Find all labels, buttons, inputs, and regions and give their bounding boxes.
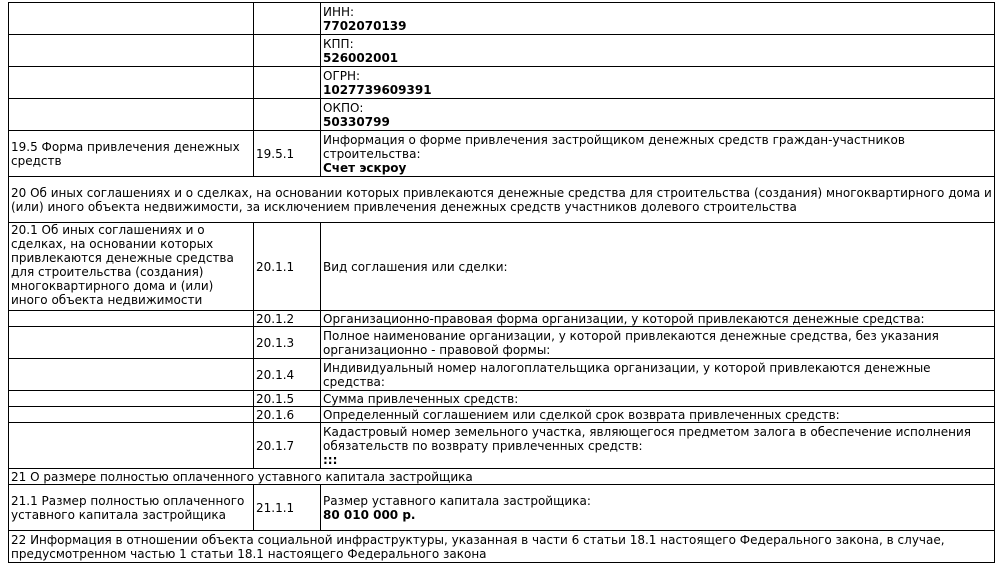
item-code: 20.1.5: [254, 391, 321, 407]
inn-cell: [321, 3, 995, 35]
kpp-cell: [321, 35, 995, 67]
item-label: Кадастровый номер земельного участка, являющегося предметом залога в обеспечение исполнения обязательств по возврату привлеченных средств:: [323, 424, 971, 453]
table-row: [9, 391, 995, 407]
table-row: [9, 311, 995, 327]
item-code: 20.1.1: [254, 223, 321, 311]
section-19-5-code: 19.5.1: [254, 131, 321, 177]
empty-cell: [254, 67, 321, 99]
section-21-title: 21 О размере полностью оплаченного уставного капитала застройщика: [9, 469, 995, 485]
ogrn-label: ОГРН:: [323, 68, 361, 83]
item-code: 20.1.6: [254, 407, 321, 423]
item-code: 20.1.3: [254, 327, 321, 359]
empty-cell: [9, 3, 254, 35]
empty-cell: [9, 407, 254, 423]
capital-value: 80 010 000 р.: [323, 507, 416, 522]
section-21-1-title: 21.1 Размер полностью оплаченного уставного капитала застройщика: [9, 485, 254, 531]
item-label: Полное наименование организации, у которой привлекаются денежные средства, без указания организационно - правовой формы:: [321, 327, 995, 359]
capital-cell: [321, 485, 995, 531]
empty-cell: [9, 67, 254, 99]
empty-cell: [254, 3, 321, 35]
empty-cell: [9, 35, 254, 67]
cadastral-value: :::: [323, 452, 338, 467]
table-row: [9, 131, 995, 177]
item-code: 20.1.2: [254, 311, 321, 327]
empty-cell: [9, 359, 254, 391]
empty-cell: [9, 311, 254, 327]
kpp-value: 526002001: [323, 50, 399, 65]
table-row: [9, 485, 995, 531]
funding-form-value: Счет эскроу: [323, 160, 407, 175]
item-label: Сумма привлеченных средств:: [321, 391, 995, 407]
empty-cell: [9, 423, 254, 469]
okpo-value: 50330799: [323, 114, 390, 129]
empty-cell: [254, 99, 321, 131]
capital-label: Размер уставного капитала застройщика:: [323, 493, 591, 508]
table-row: [9, 423, 995, 469]
inn-label: ИНН:: [323, 4, 355, 19]
table-row: [9, 469, 995, 485]
empty-cell: [254, 35, 321, 67]
funding-form-label: Информация о форме привлечения застройщиком денежных средств граждан-участников строительства:: [323, 132, 905, 161]
table-row: [9, 177, 995, 223]
section-19-5-title: 19.5 Форма привлечения денежных средств: [9, 131, 254, 177]
ogrn-cell: [321, 67, 995, 99]
okpo-cell: [321, 99, 995, 131]
table-row: [9, 67, 995, 99]
ogrn-value: 1027739609391: [323, 82, 432, 97]
section-21-1-code: 21.1.1: [254, 485, 321, 531]
inn-value: 7702070139: [323, 18, 407, 33]
table-row: [9, 531, 995, 563]
table-row: [9, 99, 995, 131]
okpo-label: ОКПО:: [323, 100, 364, 115]
table-row: [9, 3, 995, 35]
item-label: Организационно-правовая форма организации, у которой привлекаются денежные средства:: [321, 311, 995, 327]
empty-cell: [9, 391, 254, 407]
disclosure-table: [8, 2, 995, 563]
table-row: [9, 359, 995, 391]
item-label: Вид соглашения или сделки:: [321, 223, 995, 311]
cadastral-cell: [321, 423, 995, 469]
item-label: Определенный соглашением или сделкой срок возврата привлеченных средств:: [321, 407, 995, 423]
section-20-title: 20 Об иных соглашениях и о сделках, на основании которых привлекаются денежные средства для строительства (создания) многоквартирного дома и (или) иного объекта недвижимости, за исключением привлечения денежных средств участников долевого строительства: [9, 177, 995, 223]
table-row: [9, 407, 995, 423]
table-row: [9, 223, 995, 311]
item-code: 20.1.7: [254, 423, 321, 469]
item-label: Индивидуальный номер налогоплательщика организации, у которой привлекаются денежные средства:: [321, 359, 995, 391]
empty-cell: [9, 99, 254, 131]
empty-cell: [9, 327, 254, 359]
kpp-label: КПП:: [323, 36, 354, 51]
section-20-1-title: 20.1 Об иных соглашениях и о сделках, на основании которых привлекаются денежные средства для строительства (создания) многоквартирного дома и (или) иного объекта недвижимости: [9, 223, 254, 311]
table-row: [9, 35, 995, 67]
item-code: 20.1.4: [254, 359, 321, 391]
table-row: [9, 327, 995, 359]
section-22-title: 22 Информация в отношении объекта социальной инфраструктуры, указанная в части 6 статьи 18.1 настоящего Федерального закона, в случае, предусмотренном частью 1 статьи 18.1 настоящего Федерального закона: [9, 531, 995, 563]
section-19-5-cell: [321, 131, 995, 177]
